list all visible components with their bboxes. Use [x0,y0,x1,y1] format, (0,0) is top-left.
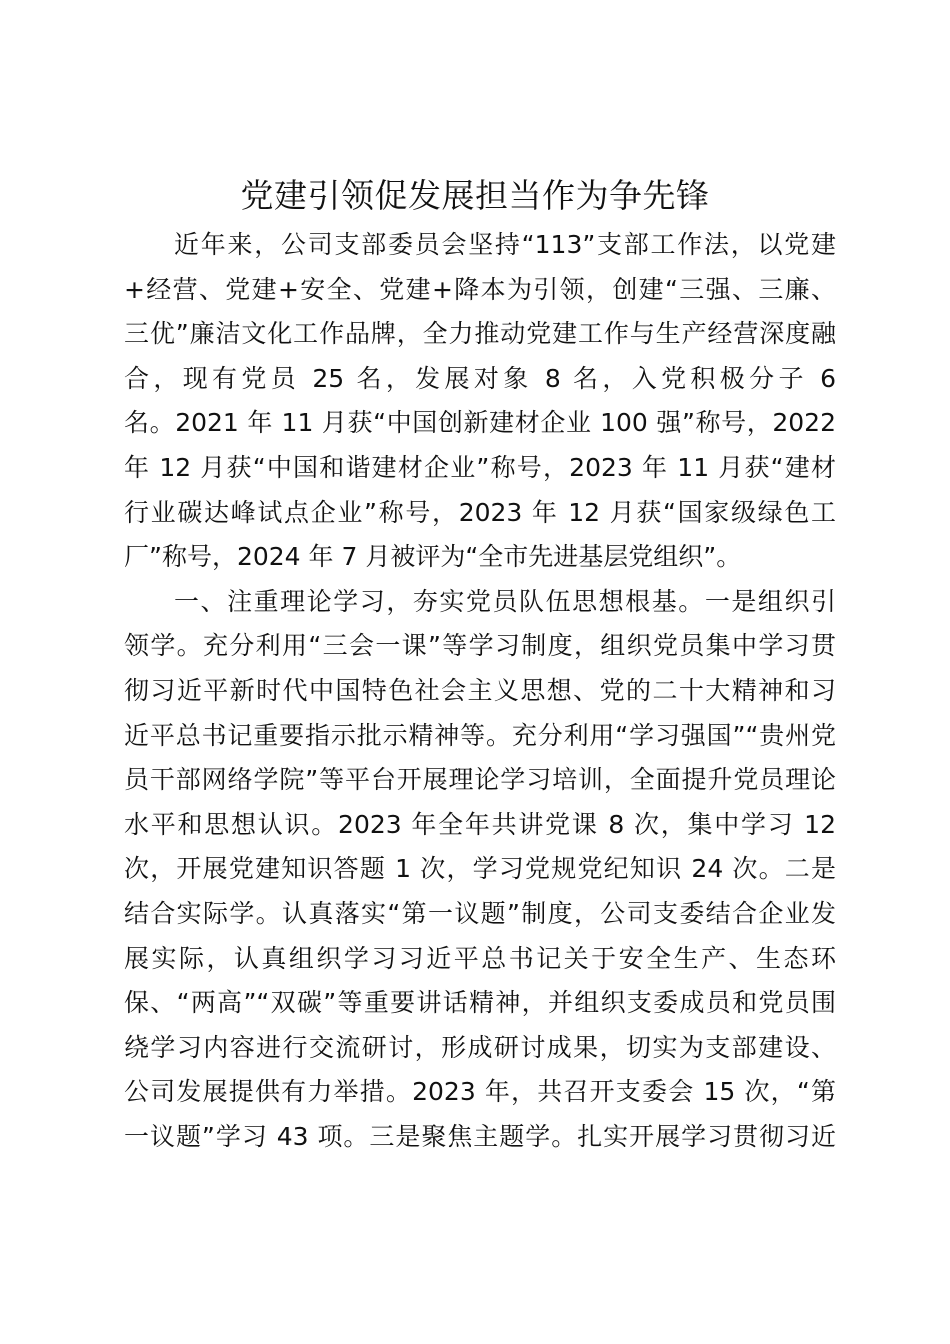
paragraph-line: 一、注重理论学习，夯实党员队伍思想根基。一是组织引 [174,586,836,616]
paragraph-line: 近年来，公司支部委员会坚持“113”支部工作法，以党建 [174,230,836,259]
paragraph-line: 厂”称号，2024 年 7 月被评为“全市先进基层党组织”。 [124,542,742,572]
paragraph-intro [124,223,836,580]
paragraph-line: 名。2021 年 11 月获“中国创新建材企业 100 强”称号，2022 [124,408,836,438]
paragraph-line: 年 12 月获“中国和谐建材企业”称号，2023 年 11 月获“建材 [124,452,836,482]
document-body [124,223,836,1159]
paragraph-line: 三优”廉洁文化工作品牌，全力推动党建工作与生产经营深度融 [124,319,836,349]
paragraph-line: +经营、党建+安全、党建+降本为引领，创建“三强、三廉、 [124,274,836,304]
paragraph-line: 彻习近平新时代中国特色社会主义思想、党的二十大精神和习 [124,675,836,705]
paragraph-line: 一议题”学习 43 项。三是聚焦主题学。扎实开展学习贯彻习近 [124,1121,836,1151]
paragraph-line: 合，现有党员 25 名，发展对象 8 名，入党积极分子 6 [124,363,836,393]
paragraph-line: 公司发展提供有力举措。2023 年，共召开支委会 15 次，“第 [124,1077,836,1107]
paragraph-line: 员干部网络学院”等平台开展理论学习培训，全面提升党员理论 [124,765,836,795]
paragraph-line: 结合实际学。认真落实“第一议题”制度，公司支委结合企业发 [124,898,836,928]
paragraph-line: 绕学习内容进行交流研讨，形成研讨成果，切实为支部建设、 [124,1032,836,1062]
document-title: 党建引领促发展担当作为争先锋 [240,176,710,215]
paragraph-line: 保、“两高”“双碳”等重要讲话精神，并组织支委成员和党员围 [124,988,836,1018]
paragraph-line: 展实际，认真组织学习习近平总书记关于安全生产、生态环 [124,943,836,973]
paragraph-section-one [124,580,836,1160]
paragraph-line: 近平总书记重要指示批示精神等。充分利用“学习强国”“贵州党 [124,720,836,750]
paragraph-line: 水平和思想认识。2023 年全年共讲党课 8 次，集中学习 12 [124,809,836,839]
paragraph-line: 行业碳达峰试点企业”称号，2023 年 12 月获“国家级绿色工 [124,497,836,527]
paragraph-line: 领学。充分利用“三会一课”等学习制度，组织党员集中学习贯 [124,631,836,661]
paragraph-line: 次，开展党建知识答题 1 次，学习党规党纪知识 24 次。二是 [124,854,836,884]
